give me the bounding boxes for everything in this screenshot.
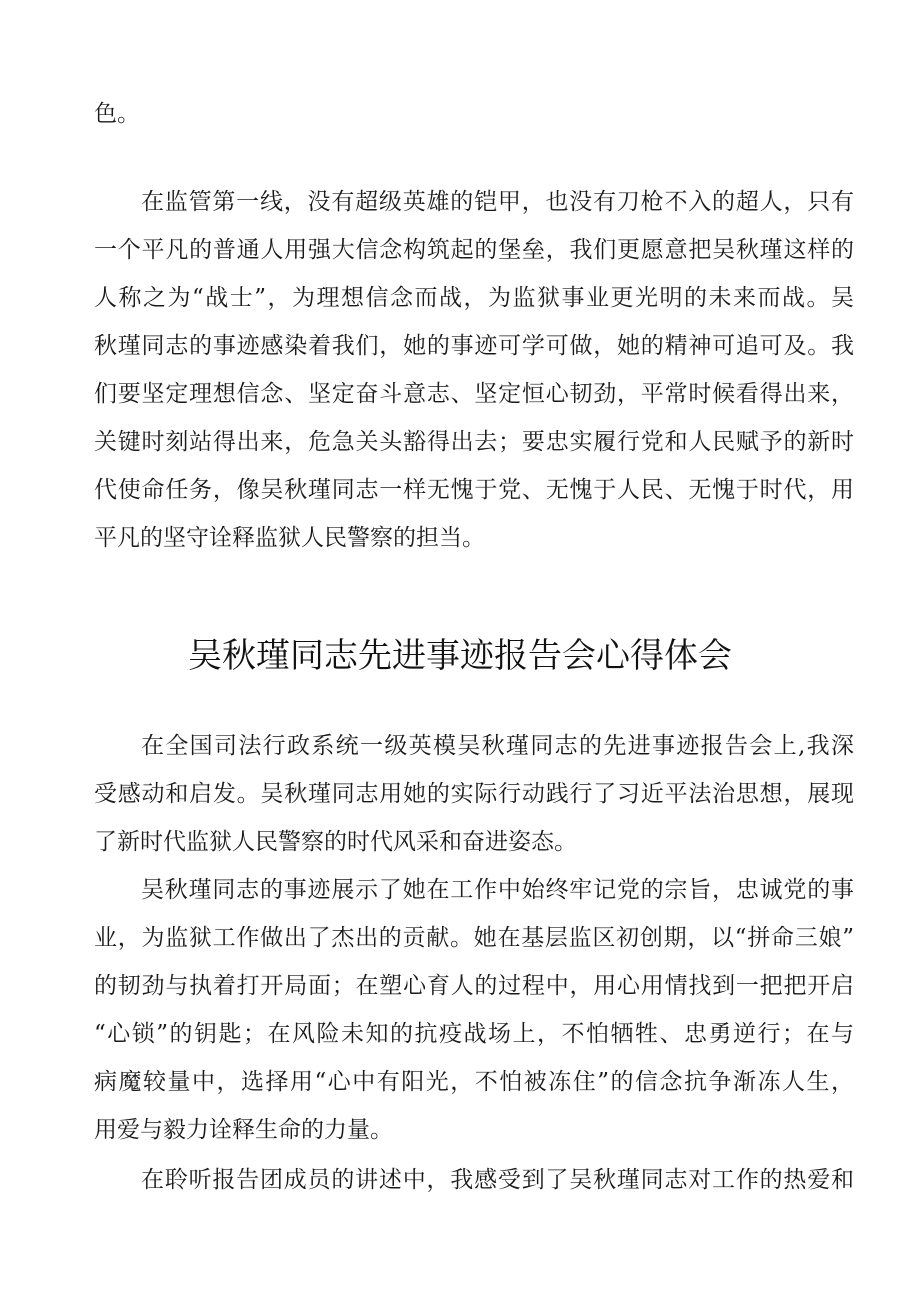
paragraph-fragment: 色。 bbox=[94, 101, 140, 127]
paragraph-line: 用爱与毅力诠释生命的力量。 bbox=[94, 1117, 393, 1143]
document-title: 吴秋瑾同志先进事迹报告会心得体会 bbox=[188, 636, 732, 676]
paragraph-line: “心锁”的钥匙；在风险未知的抗疫战场上，不怕牺牲、忠勇逆行；在与 bbox=[94, 1021, 854, 1047]
paragraph-line: 受感动和启发。吴秋瑾同志用她的实际行动践行了习近平法治思想，展现 bbox=[94, 781, 854, 807]
paragraph-line: 在全国司法行政系统一级英模吴秋瑾同志的先进事迹报告会上,我深 bbox=[141, 733, 854, 759]
paragraph-line: 秋瑾同志的事迹感染着我们，她的事迹可学可做，她的精神可追可及。我 bbox=[94, 333, 854, 359]
paragraph-line: 吴秋瑾同志的事迹展示了她在工作中始终牢记党的宗旨，忠诚党的事 bbox=[141, 877, 854, 903]
paragraph-line: 病魔较量中，选择用“心中有阳光，不怕被冻住”的信念抗争渐冻人生， bbox=[94, 1069, 854, 1095]
paragraph-line: 代使命任务，像吴秋瑾同志一样无愧于党、无愧于人民、无愧于时代，用 bbox=[94, 477, 854, 503]
paragraph-line: 业，为监狱工作做出了杰出的贡献。她在基层监区初创期，以“拼命三娘” bbox=[94, 925, 854, 951]
paragraph-line: 在监管第一线，没有超级英雄的铠甲，也没有刀枪不入的超人，只有 bbox=[141, 189, 854, 215]
paragraph-line: 了新时代监狱人民警察的时代风采和奋进姿态。 bbox=[94, 829, 577, 855]
paragraph-line: 关键时刻站得出来，危急关头豁得出去；要忠实履行党和人民赋予的新时 bbox=[94, 429, 854, 455]
paragraph-line: 一个平凡的普通人用强大信念构筑起的堡垒，我们更愿意把吴秋瑾这样的 bbox=[94, 237, 854, 263]
paragraph-line: 们要坚定理想信念、坚定奋斗意志、坚定恒心韧劲，平常时候看得出来， bbox=[94, 381, 854, 407]
paragraph-line: 的韧劲与执着打开局面；在塑心育人的过程中，用心用情找到一把把开启 bbox=[94, 973, 854, 999]
paragraph-line: 在聆听报告团成员的讲述中，我感受到了吴秋瑾同志对工作的热爱和 bbox=[141, 1167, 854, 1193]
paragraph-line: 平凡的坚守诠释监狱人民警察的担当。 bbox=[94, 525, 485, 551]
paragraph-line: 人称之为“战士”，为理想信念而战，为监狱事业更光明的未来而战。吴 bbox=[94, 285, 854, 311]
